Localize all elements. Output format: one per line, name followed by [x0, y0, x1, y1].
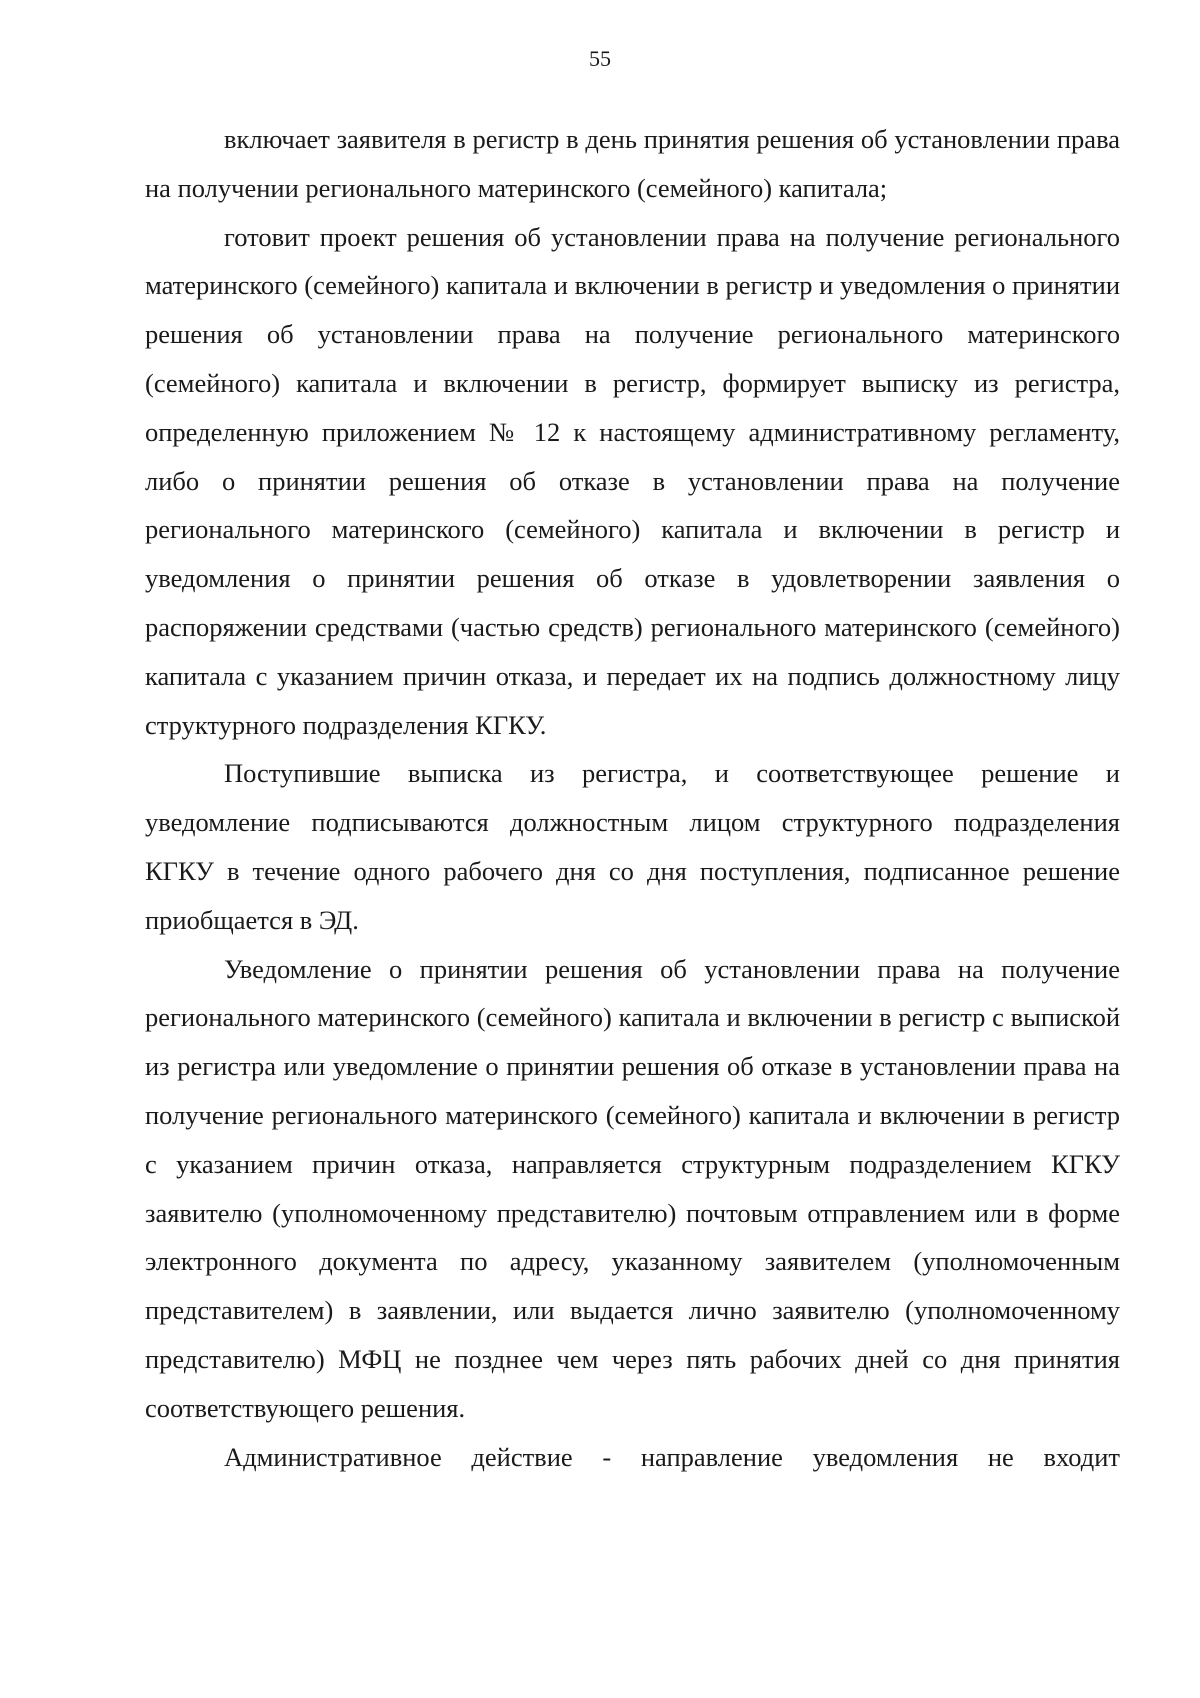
page-number: 55 [589, 46, 611, 71]
paragraph-3: Поступившие выписка из регистра, и соответствующее решение и уведомление подписываются должностным лицом структурного подразделения КГКУ в течение одного рабочего дня со дня поступления, подписанное решение приобщается в ЭД. [145, 758, 1120, 935]
paragraph-5: Административное действие - направление уведомления не входит [224, 1441, 1120, 1472]
paragraph-4: Уведомление о принятии решения об установлении права на получение регионального материнского (семейного) капитала и включении в регистр с выпиской из регистра или уведомление о принятии решения об отказе в установлении права на получение регионального материнского (семейного) капитала и включении в регистр с указанием причин отказа, направляется структурным подразделением КГКУ заявителю (уполномоченному представителю) почтовым отправлением или в форме электронного документа по адресу, указанному заявителем (уполномоченным представителем) в заявлении, или выдается лично заявителю (уполномоченному представителю) МФЦ не позднее чем через пять рабочих дней со дня принятия соответствующего решения. [145, 953, 1120, 1423]
paragraph-2: готовит проект решения об установлении права на получение регионального материнского (семейного) капитала и включении в регистр и уведомления о принятии решения об установлении права на получение регионального материнского (семейного) капитала и включении в регистр, формирует выписку из регистра, определенную приложением № 12 к настоящему административному регламенту, либо о принятии решения об отказе в установлении права на получение регионального материнского (семейного) капитала и включении в регистр и уведомления о принятии решения об отказе в удовлетворении заявления о распоряжении средствами (частью средств) регионального материнского (семейного) капитала с указанием причин отказа, и передает их на подпись должностному лицу структурного подразделения КГКУ. [145, 221, 1120, 740]
document-body [145, 115, 1120, 1481]
paragraph-1: включает заявителя в регистр в день принятия решения об установлении права на получении регионального материнского (семейного) капитала; [145, 124, 1120, 203]
